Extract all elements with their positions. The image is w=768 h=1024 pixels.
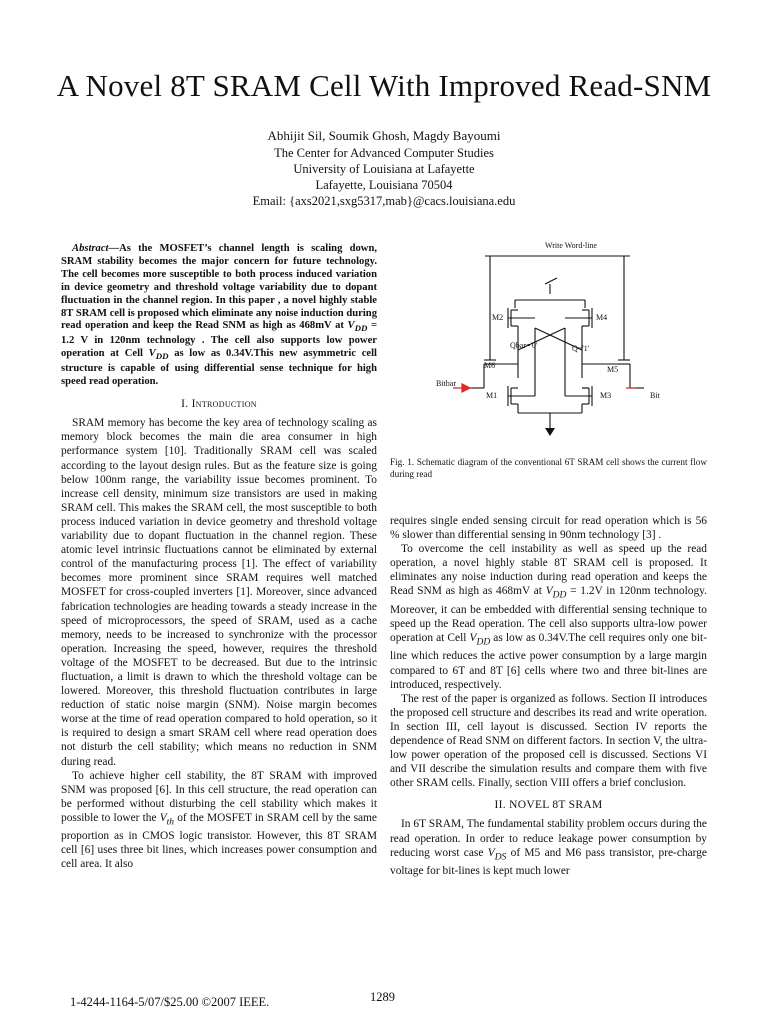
author-names: Abhijit Sil, Soumik Ghosh, Magdy Bayoumi <box>267 128 501 143</box>
right-paragraph-3: The rest of the paper is organized as follows. Section II introduces the proposed cell structure and describes its read and write operation. In section III, cell layout is discussed. Section IV reports the dependence of Read SNM on different factors. In section V, the ultra-low power operation of the proposed cell is discussed. Sections VI and VII describe the simulation results and compare them with five other SRAM cells. Finally, section VIII offers a brief conclusion. <box>390 692 707 790</box>
fig-label-qbar: Qbar='0' <box>510 341 538 350</box>
right-p2-text-a: To overcome the cell instability as well as speed up the read operation, a novel highly stable 8T SRAM cell is proposed. It eliminates any noise induction during read operation and keeps the Read SNM as high as 468mV at <box>390 543 707 598</box>
fig-label-m3: M3 <box>600 391 612 400</box>
vdd-symbol: V <box>469 632 477 645</box>
affiliation-line-3: Lafayette, Louisiana 70504 <box>315 178 453 192</box>
abstract-text-3: as low as 0.34V.This new asymmetric cell structure is capable of using differential sense technique for high speed read operation. <box>61 348 377 388</box>
section-title: Introduction <box>191 398 257 411</box>
fig-label-bitbar: Bitbar <box>436 379 456 388</box>
figure-caption: Fig. 1. Schematic diagram of the conventional 6T SRAM cell shows the current flow during read <box>390 457 707 479</box>
section-number: II. <box>494 799 506 812</box>
left-column <box>61 243 377 872</box>
intro-paragraph-2 <box>61 769 377 872</box>
affiliation-line-2: University of Louisiana at Lafayette <box>293 162 475 176</box>
right-p4-text-b: of M5 and M6 pass transistor, pre-charge voltage for bit-lines is kept much lower <box>390 846 707 877</box>
paper-title: A Novel 8T SRAM Cell With Improved Read-SNM <box>56 68 712 103</box>
section-heading-introduction <box>61 397 377 411</box>
vds-subscript: DS <box>494 851 507 862</box>
fig-label-m5: M5 <box>607 365 619 374</box>
vth-subscript: th <box>166 817 175 828</box>
fig-label-wordline: Write Word-line <box>545 241 597 250</box>
fig-label-m2: M2 <box>492 313 504 322</box>
fig-label-bit: Bit <box>650 391 660 400</box>
right-paragraph-2 <box>390 542 707 692</box>
section-heading-novel-8t-sram <box>390 798 707 812</box>
section-title: NOVEL 8T SRAM <box>509 799 603 812</box>
vdd-subscript: DD <box>552 590 567 601</box>
intro-p2-text-a: To achieve higher cell stability, the 8T SRAM with improved SNM was proposed [6]. In this cell structure, the read operation can be performed without disturbing the cell stability which makes it possible to lower the <box>61 769 377 824</box>
right-p2-text-c: as low as 0.34V.The cell requires only one bit-line which reduces the active power consumption by a large margin compared to 6T and 8T [6] cells where two and three bit-lines are introduced, respectively. <box>390 632 707 691</box>
page-number: 1289 <box>370 990 395 1004</box>
intro-p2-text-b: of the MOSFET in SRAM cell by the same proportion as in CMOS logic transistor. However, this 8T SRAM cell [6] uses three bit lines, which increases power consumption and cell area. It also <box>61 811 377 871</box>
fig-label-m1: M1 <box>486 391 498 400</box>
vdd-symbol: V <box>148 348 156 360</box>
abstract <box>61 243 377 389</box>
fig-label-q: Q='1' <box>572 344 590 353</box>
abstract-text-2: = 1.2 V in 120nm technology . The cell also supports low power operation at Cell <box>61 320 377 360</box>
right-paragraph-1: requires single ended sensing circuit for read operation which is 56 % slower than differential sensing in 90nm technology [3] . <box>390 515 707 542</box>
vdd-subscript: DD <box>476 637 491 648</box>
sram-schematic-figure <box>400 238 700 448</box>
vth-symbol: V <box>159 811 167 824</box>
fig-label-m4: M4 <box>596 313 608 322</box>
author-email: Email: {axs2021,sxg5317,mab}@cacs.louisiana.edu <box>252 194 516 208</box>
abstract-dash: — <box>108 243 120 254</box>
fig-label-m6: M6 <box>484 361 496 370</box>
intro-paragraph-1: SRAM memory has become the key area of technology scaling as memory block becomes the main die area consumer in high performance system [10]. Traditionally SRAM cell was scaled according to the layout design rules. But as the feature size is going below 100nm range, the variability issue becomes prominent. To increase cell density, minimum size transistors are used in making SRAM cell. This makes the SRAM cell, the most susceptible to both process induced variation in device geometry and threshold voltage variability due to dopant fluctuation in the channel region. These atomic level intrinsic fluctuations cannot be eliminated by external control of the manufacturing process [1]. The effect of variability becomes more prominent since SRAM requires well matched MOSFET for cross-coupled inverters [1]. Moreover, since advanced fabrication technologies are heading towards a steady increase in the speed of microprocessors, the speed of SRAM, used as a cache memory, needs to be increased to synchronize with the processor operation. Increasing the speed, however, requires the threshold voltage of the MOSFET to be decreased. But due to the intrinsic fluctuation, a limit is drawn to which the threshold voltage can be lowered. Moreover, this threshold fluctuation contributes in large reduction of static noise margin (SNM). Noise margin becomes worse at the time of read operation compared to hold operation, so it is required to design a smart SRAM cell where read operation does not disturb the cell stability; which means no reduction in SNM during read. <box>61 417 377 768</box>
vds-symbol: V <box>487 846 495 859</box>
section-number: I. <box>181 398 189 411</box>
vdd-symbol: V <box>347 320 355 332</box>
vdd-symbol: V <box>545 585 553 598</box>
right-p4-text-a: In 6T SRAM, The fundamental stability problem occurs during the read operation. In order to reduce leakage power consumption by reducing worst case <box>390 818 707 859</box>
abstract-text-1: As the MOSFET’s channel length is scaling down, SRAM stability becomes the major concern for future technology. The cell becomes more susceptible to both process induced variation in device geometry and threshold voltage variability due to dopant fluctuation in the channel region. In this paper , a novel highly stable 8T SRAM cell is proposed which eliminate any noise induction during read operation and keep the Read SNM as high as 468mV at <box>61 243 377 332</box>
affiliation-line-1: The Center for Advanced Computer Studies <box>274 146 494 160</box>
right-column <box>390 514 707 878</box>
right-paragraph-4 <box>390 817 707 878</box>
vdd-subscript: DD <box>155 351 169 362</box>
author-block <box>0 128 768 209</box>
vdd-subscript: DD <box>354 323 368 334</box>
footer-copyright: 1-4244-1164-5/07/$25.00 ©2007 IEEE. <box>70 995 270 1009</box>
right-p2-text-b: = 1.2V in 120nm technology. Moreover, it can be embedded with differential sensing technique to speed up the Read operation. The cell also supports ultra-low power operation at Cell <box>390 585 707 645</box>
abstract-label: Abstract <box>72 243 109 254</box>
